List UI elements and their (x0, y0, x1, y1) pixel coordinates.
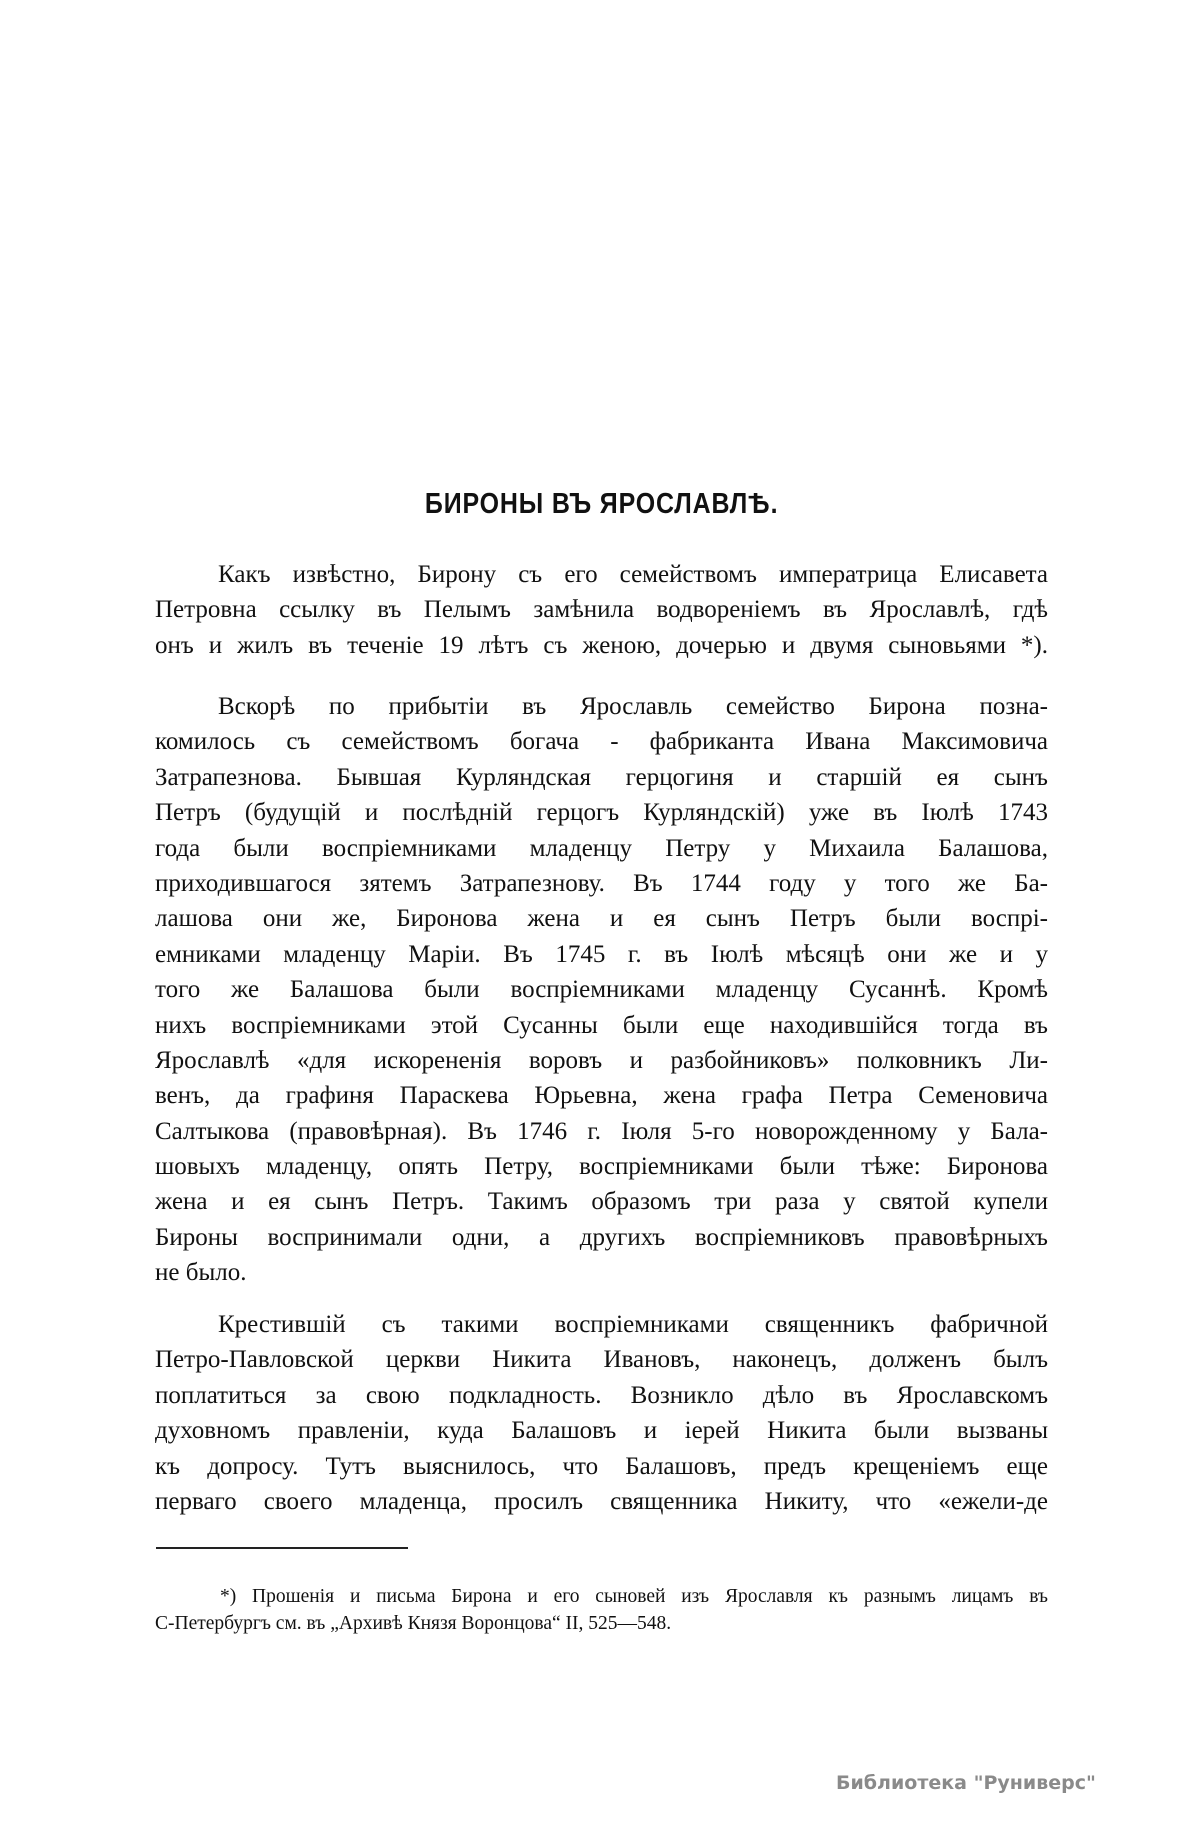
text-line: лашова они же, Биронова жена и ея сынъ Петръ были воспрі- (155, 905, 1048, 933)
text-line: не было. (155, 1259, 247, 1287)
paragraph-2 (155, 689, 1048, 1291)
footnote-divider (156, 1547, 408, 1549)
text-line: Салтыкова (правовѣрная). Въ 1746 г. Іюля 5-го новорожденному у Бала- (155, 1117, 1048, 1145)
library-watermark: Библиотека "Руниверс" (836, 1772, 1096, 1794)
text-line: Ярославлѣ «для искорененія воровъ и разбойниковъ» полковникъ Ли- (155, 1046, 1048, 1074)
paragraph-1 (155, 557, 1048, 663)
text-line: венъ, да графиня Параскева Юрьевна, жена графа Петра Семеновича (155, 1082, 1048, 1110)
footnote (155, 1584, 1048, 1637)
text-line: нихъ воспріемниками этой Сусанны были еще находившійся тогда въ (155, 1011, 1048, 1039)
text-line: перваго своего младенца, просилъ священника Никиту, что «ежели-де (155, 1487, 1048, 1515)
text-line: къ допросу. Тутъ выяснилось, что Балашовъ, предъ крещеніемъ еще (155, 1452, 1048, 1480)
text-line: комилось съ семействомъ богача - фабриканта Ивана Максимовича (155, 728, 1048, 756)
text-line: онъ и жилъ въ теченіе 19 лѣтъ съ женою, дочерью и двумя сыновьями *). (155, 631, 1048, 659)
text-line: Бироны воспринимали одни, а другихъ воспріемниковъ правовѣрныхъ (155, 1223, 1048, 1251)
text-line: приходившагося зятемъ Затрапезнову. Въ 1744 году у того же Ба- (155, 869, 1048, 897)
text-line: Какъ извѣстно, Бирону съ его семействомъ императрица Елисавета (218, 561, 1048, 588)
text-line: Вскорѣ по прибытіи въ Ярославль семейство Бирона позна- (218, 693, 1048, 720)
text-line: поплатиться за свою подкладность. Возникло дѣло въ Ярославскомъ (155, 1381, 1048, 1409)
text-line: жена и ея сынъ Петръ. Такимъ образомъ три раза у святой купели (155, 1188, 1048, 1216)
footnote-line: *) Прошенія и письма Бирона и его сыновей изъ Ярославля къ разнымъ лицамъ въ (220, 1586, 1048, 1607)
text-line: Петро-Павловской церкви Никита Ивановъ, наконецъ, долженъ былъ (155, 1346, 1048, 1374)
text-line: Затрапезнова. Бывшая Курляндская герцогиня и старшій ея сынъ (155, 763, 1048, 791)
text-line: Крестившій съ такими воспріемниками священникъ фабричной (218, 1311, 1048, 1338)
text-line: Петровна ссылку въ Пелымъ замѣнила водвореніемъ въ Ярославлѣ, гдѣ (155, 596, 1048, 624)
footnote-line: С-Петербургъ см. въ „Архивѣ Князя Воронцова“ II, 525—548. (155, 1612, 672, 1634)
text-line: шовыхъ младенцу, опять Петру, воспріемниками были тѣже: Биронова (155, 1153, 1048, 1181)
text-line: емниками младенцу Маріи. Въ 1745 г. въ Іюлѣ мѣсяцѣ они же и у (155, 940, 1048, 968)
text-line: года были воспріемниками младенцу Петру у Михаила Балашова, (155, 834, 1048, 862)
text-line: того же Балашова были воспріемниками младенцу Сусаннѣ. Кромѣ (155, 976, 1048, 1004)
paragraph-3 (155, 1307, 1048, 1519)
text-line: духовномъ правленіи, куда Балашовъ и іерей Никита были вызваны (155, 1417, 1048, 1445)
text-line: Петръ (будущій и послѣдній герцогъ Курляндскій) уже въ Іюлѣ 1743 (155, 799, 1048, 827)
chapter-title: БИРОНЫ ВЪ ЯРОСЛАВЛѢ. (424, 488, 779, 520)
